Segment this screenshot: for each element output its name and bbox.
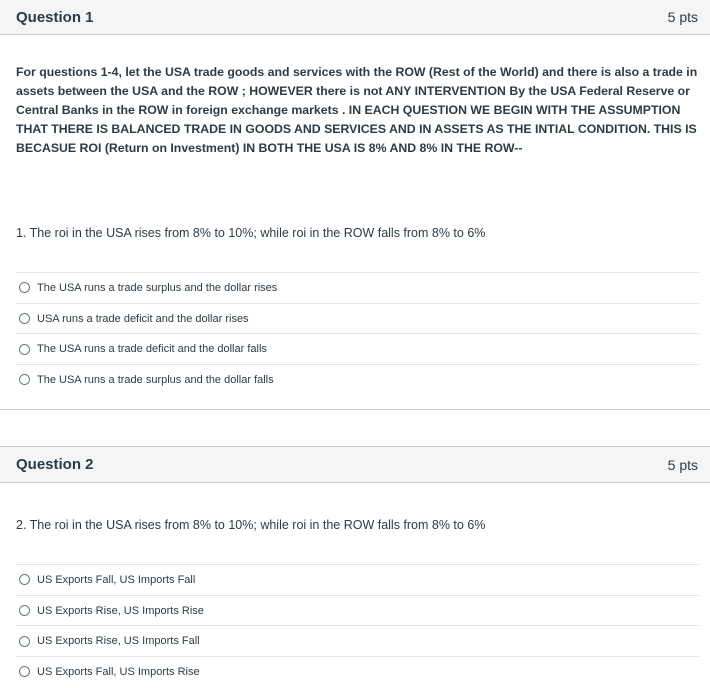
question-2-points: 5 pts: [667, 456, 698, 473]
radio-button[interactable]: [19, 282, 30, 293]
question-2-answers: [16, 564, 699, 687]
radio-button[interactable]: [19, 666, 30, 677]
question-1-text: 1. The roi in the USA rises from 8% to 10%; while roi in the ROW falls from 8% to 6%: [16, 226, 486, 240]
radio-button[interactable]: [19, 313, 30, 324]
answer-label: The USA runs a trade surplus and the dollar falls: [37, 373, 274, 386]
radio-button[interactable]: [19, 636, 30, 647]
answer-option[interactable]: [16, 625, 699, 656]
answer-label: The USA runs a trade deficit and the dollar falls: [37, 343, 267, 356]
answer-label: US Exports Fall, US Imports Fall: [37, 573, 196, 586]
question-2-title: Question 2: [16, 456, 94, 473]
answer-option[interactable]: [16, 303, 699, 334]
question-2-header: [0, 446, 710, 483]
question-1-answers: [16, 272, 699, 395]
answer-option[interactable]: [16, 595, 699, 626]
question-1-intro: For questions 1-4, let the USA trade goods and services with the ROW (Rest of the World) and there is also a trade in assets between the USA and the ROW ; HOWEVER there is not ANY INTERVENTION By the USA Federal Reserve or Central Banks in the ROW in foreign exchange markets . IN EACH QUESTION WE BEGIN WITH THE ASSUMPTION THAT THERE IS BALANCED TRADE IN GOODS AND SERVICES AND IN ASSETS AS THE INTIAL CONDITION. THIS IS BECASUE ROI (Return on Investment) IN BOTH THE USA IS 8% AND 8% IN THE ROW--: [16, 65, 698, 155]
radio-button[interactable]: [19, 344, 30, 355]
radio-button[interactable]: [19, 374, 30, 385]
radio-button[interactable]: [19, 605, 30, 616]
question-1-points: 5 pts: [667, 9, 698, 25]
answer-option[interactable]: [16, 564, 699, 595]
answer-option[interactable]: [16, 656, 699, 687]
question-divider: [0, 409, 710, 410]
radio-button[interactable]: [19, 574, 30, 585]
question-2-text: 2. The roi in the USA rises from 8% to 10%; while roi in the ROW falls from 8% to 6%: [16, 518, 486, 532]
answer-label: The USA runs a trade surplus and the dollar rises: [37, 281, 278, 294]
answer-label: US Exports Rise, US Imports Rise: [37, 604, 204, 617]
answer-option[interactable]: [16, 364, 699, 395]
answer-option[interactable]: [16, 333, 699, 364]
answer-option[interactable]: [16, 272, 699, 303]
question-1-title: Question 1: [16, 8, 94, 26]
answer-label: US Exports Fall, US Imports Rise: [37, 665, 200, 678]
answer-label: USA runs a trade deficit and the dollar rises: [37, 312, 249, 325]
answer-label: US Exports Rise, US Imports Fall: [37, 635, 200, 648]
question-1-header: [0, 0, 710, 35]
